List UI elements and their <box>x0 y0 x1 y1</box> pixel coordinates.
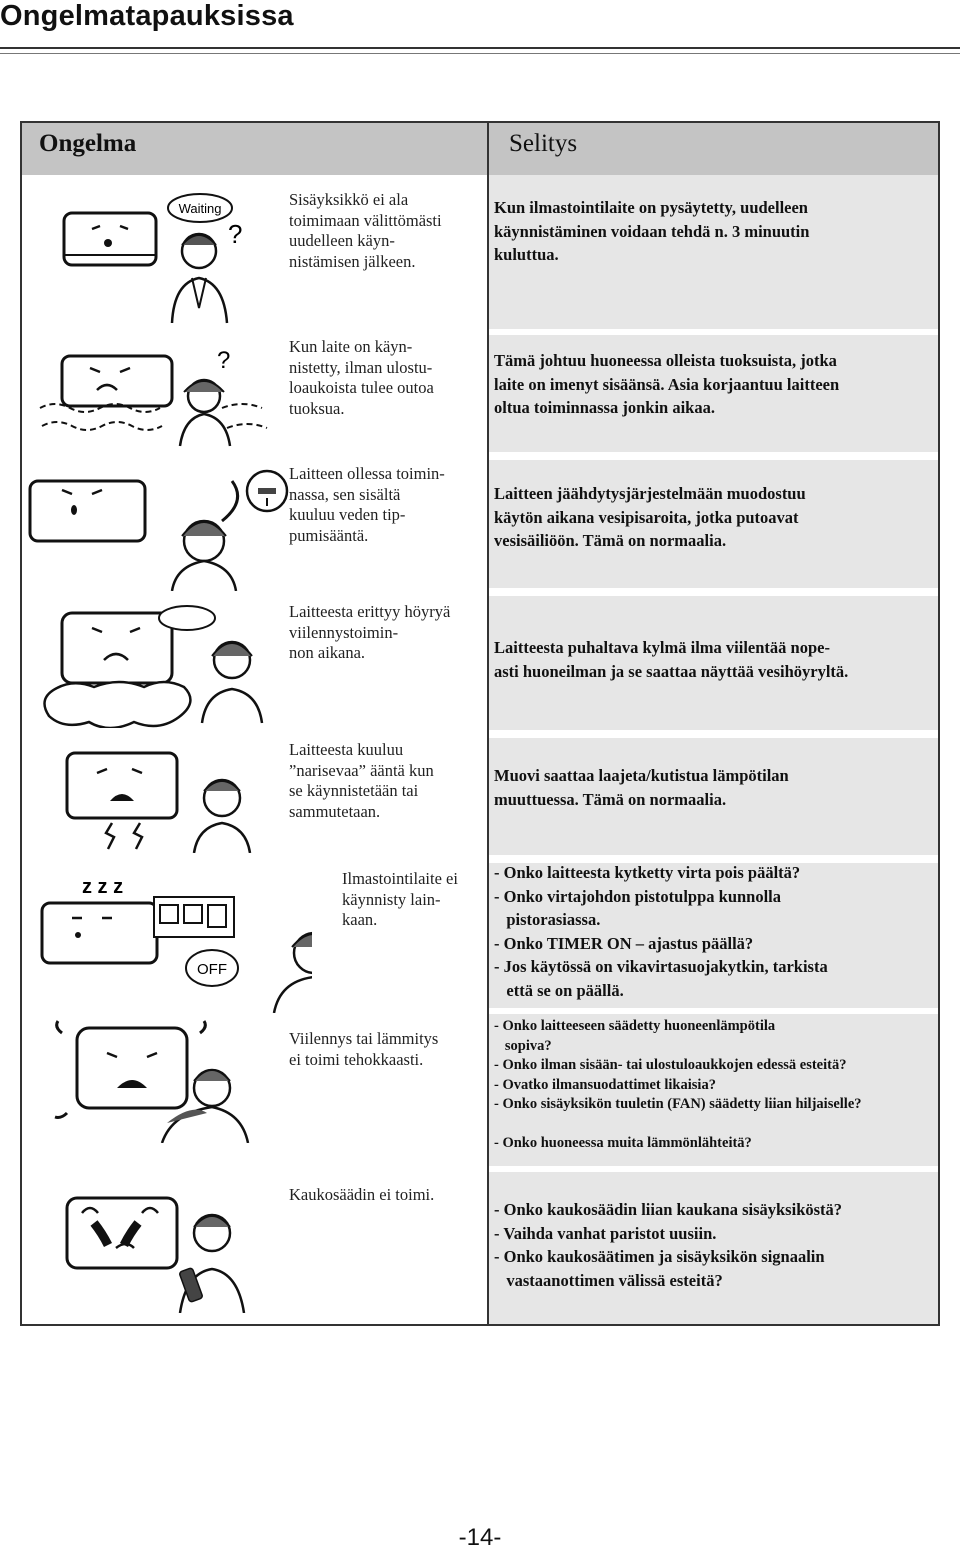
drip-unit-illustration <box>22 466 292 591</box>
problem-text: Ilmastointilaite ei käynnisty lain- kaan. <box>342 869 458 929</box>
off-unit-illustration <box>22 863 312 1013</box>
explanation-text: Muovi saattaa laajeta/kutistua lämpötilan muuttuessa. Tämä on normaalia. <box>494 766 789 809</box>
illustration-odor <box>22 338 292 448</box>
explanation-text: Tämä johtuu huoneessa olleista tuoksuista, jotka laite on imenyt sisäänsä. Asia korjaantuu laitteen oltua toiminnassa jonkin aikaa. <box>494 351 840 417</box>
title-rule <box>0 47 960 49</box>
header-explanation: Selitys <box>487 123 938 175</box>
troubleshooting-table <box>20 121 940 1326</box>
off-label: OFF <box>197 961 227 978</box>
svg-text:?: ? <box>228 219 243 249</box>
explanation-text: Kun ilmastointilaite on pysäytetty, uudelleen käynnistäminen voidaan tehdä n. 3 minuutin kuluttua. <box>494 198 810 264</box>
illustration-waiting <box>22 183 292 328</box>
illustration-off <box>22 863 292 1013</box>
problem-text: Kaukosäädin ei toimi. <box>289 1185 435 1204</box>
header-problem: Ongelma <box>22 123 487 175</box>
illustration-creak <box>22 743 292 853</box>
illustration-vapor <box>22 598 292 728</box>
creak-unit-illustration <box>22 743 272 853</box>
problem-text: Laitteesta kuuluu ”narisevaa” ääntä kun se käynnistetään tai sammutetaan. <box>289 740 434 821</box>
problem-text: Laitteesta erittyy höyryä viilennystoimin- non aikana. <box>289 602 451 662</box>
explanation-text: Laitteesta puhaltava kylmä ilma viilentää nope- asti huoneilman ja se saattaa näyttää vesihöyryltä. <box>494 638 849 681</box>
problem-text: Laitteen ollessa toimin- nassa, sen sisältä kuuluu veden tip- pumisääntä. <box>289 464 445 545</box>
problem-text: Kun laite on käyn- nistetty, ilman ulostu- loaukoista tulee outoa tuoksua. <box>289 337 434 418</box>
title-rule-thin <box>0 53 960 54</box>
page-number: -14- <box>458 1524 502 1551</box>
waiting-unit-illustration <box>22 183 272 328</box>
svg-text:?: ? <box>217 347 231 374</box>
explanation-text: - Onko kaukosäädin liian kaukana sisäyksiköstä? - Vaihda vanhat paristot uusiin. - Onko kaukosäätimen ja sisäyksikön signaalin vastaanottimen välissä esteitä? <box>494 1200 843 1290</box>
explanation-text: - Onko laitteesta kytketty virta pois päältä? - Onko virtajohdon pistotulppa kunnolla pistorasiassa. - Onko TIMER ON – ajastus päällä? - Jos käytössä on vikavirtasuojakytkin, tarkista että se on päällä. <box>494 863 828 1000</box>
vapor-unit-illustration <box>22 598 292 728</box>
inefficient-unit-illustration <box>22 1013 272 1143</box>
odor-unit-illustration <box>22 338 272 448</box>
remote-unit-illustration <box>22 1183 272 1313</box>
waiting-label: Waiting <box>178 201 222 216</box>
explanation-text: - Onko laitteeseen säädetty huoneenlämpötila sopiva? - Onko ilman sisään- tai ulostuloaukkojen edessä esteitä? - Ovatko ilmansuodattimet likaisia? - Onko sisäyksikön tuuletin (FAN) säädetty liian hiljaiselle? - Onko huoneessa muita lämmönlähteitä? <box>494 1018 862 1151</box>
svg-text:z z z: z z z <box>82 876 124 898</box>
problem-text: Sisäyksikkö ei ala toimimaan välittömästi uudelleen käyn- nistämisen jälkeen. <box>289 190 442 271</box>
column-divider <box>487 123 489 1324</box>
illustration-remote <box>22 1183 292 1313</box>
problem-text: Viilennys tai lämmitys ei toimi tehokkaasti. <box>289 1029 439 1069</box>
explanation-text: Laitteen jäähdytysjärjestelmään muodostuu käytön aikana vesipisaroita, jotka putoavat vesisäiliöön. Tämä on normaalia. <box>494 484 806 550</box>
illustration-inefficient <box>22 1013 292 1143</box>
illustration-water-drip <box>22 466 292 591</box>
page-title: Ongelmatapauksissa <box>0 0 294 32</box>
